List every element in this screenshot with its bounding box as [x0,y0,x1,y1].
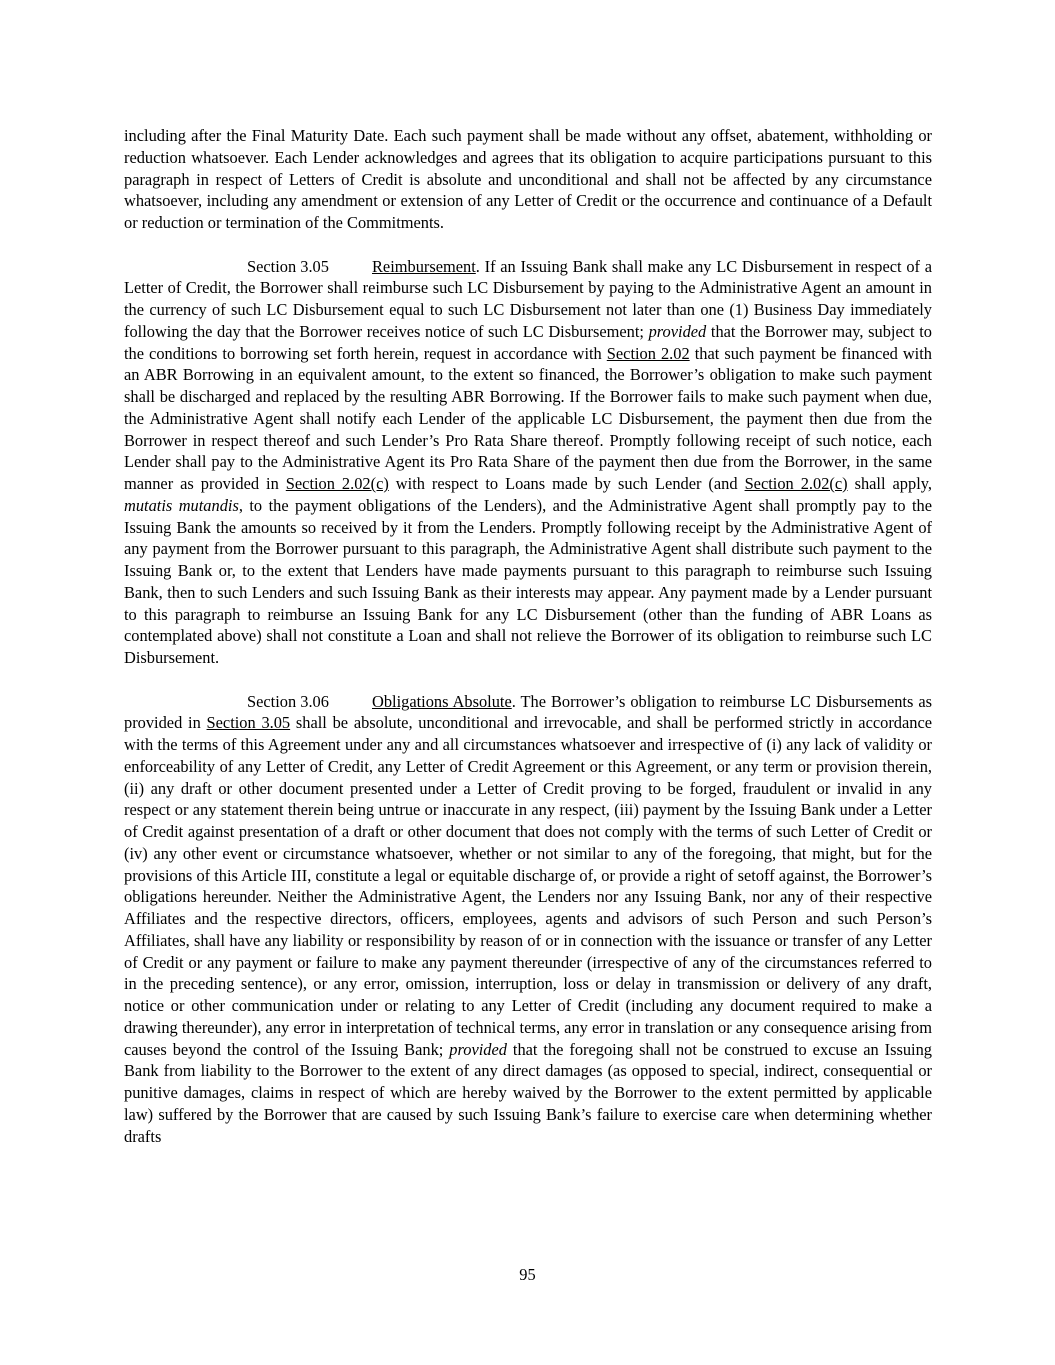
section-3-06-number: Section 3.06 [247,691,329,711]
section-3-06-provided: provided [449,1039,507,1059]
section-3-05-text-2: that the Borrower may, subject to the conditions to borrowing set forth herein, request in accordance with [124,321,932,363]
section-3-05-reference: Section 3.05 [206,713,291,733]
document-page [124,125,932,1169]
section-2-02c-reference: Section 2.02(c) [744,474,848,493]
section-3-06-text-1: . The Borrower’s obligation to reimburse LC Disbursements as provided in [124,691,932,733]
section-3-05-text-6: , to the payment obligations of the Lenders), and the Administrative Agent shall promptly pay to the Issuing Bank the amounts so received by it from the Lenders. Promptly following receipt by the Administrative Agent of any payment from the Borrower pursuant to this paragraph, the Administrative Agent shall distribute such payment to the Issuing Bank or, to the extent that Lenders have made payments pursuant to this paragraph to reimburse such Issuing Bank, then to such Lenders and such Issuing Bank as their interests may appear. Any payment made by a Lender pursuant to this paragraph to reimburse an Issuing Bank for any LC Disbursement (other than the funding of ABR Loans as contemplated above) shall not constitute a Loan and shall not relieve the Borrower of its obligation to reimburse such LC Disbursement. [124,495,932,667]
page-number: 95 [519,1265,536,1284]
continuation-paragraph: including after the Final Maturity Date. Each such payment shall be made without any offset, abatement, withholding or reduction whatsoever. Each Lender acknowledges and agrees that its obligation to acquire participations pursuant to this paragraph in respect of Letters of Credit is absolute and unconditional and shall not be affected by any circumstance whatsoever, including any amendment or extension of any Letter of Credit or the occurrence and continuance of a Default or reduction or termination of the Commitments. [124,126,932,232]
section-2-02-reference: Section 2.02 [606,343,690,363]
section-3-05-text-4: with respect to Loans made by such Lender (and [388,474,745,493]
section-2-02c-reference: Section 2.02(c) [285,474,389,493]
mutatis-mutandis: mutatis mutandis [124,495,239,515]
section-3-05-provided: provided [648,321,707,341]
section-3-06-text-3: that the foregoing shall not be construed to excuse an Issuing Bank from liability to the Borrower to the extent of any direct damages (as opposed to special, indirect, consequential or punitive damages, claims in respect of which are hereby waived by the Borrower to the extent permitted by applicable law) suffered by the Borrower that are caused by such Issuing Bank’s failure to exercise care when determining whether drafts [124,1039,932,1146]
section-3-05-number: Section 3.05 [247,256,329,276]
section-3-05-text-5: shall apply, [847,474,932,493]
section-3-05-text-1: . If an Issuing Bank shall make any LC Disbursement in respect of a Letter of Credit, the Borrower shall reimburse such LC Disbursement by paying to the Administrative Agent an amount in the currency of such LC Disbursement equal to such LC Disbursement not later than one (1) Business Day immediately following the day that the Borrower receives notice of such LC Disbursement; [124,256,932,341]
section-3-05-text-3: that such payment be financed with an ABR Borrowing in an equivalent amount, to the extent so financed, the Borrower’s obligation to make such payment shall be discharged and replaced by the resulting ABR Borrowing. If the Borrower fails to make such payment when due, the Administrative Agent shall notify each Lender of the applicable LC Disbursement, the payment then due from the Borrower in respect thereof and such Lender’s Pro Rata Share thereof. Promptly following receipt of such notice, each Lender shall pay to the Administrative Agent its Pro Rata Share of the payment then due from the Borrower, in the same manner as provided in [124,343,932,493]
section-3-06-title: Obligations Absolute [372,691,512,711]
section-3-06-paragraph [124,691,932,1148]
section-3-06-text-2: shall be absolute, unconditional and irrevocable, and shall be performed strictly in accordance with the terms of this Agreement under any and all circumstances whatsoever and irrespective of (i) any lack of validity or enforceability of any Letter of Credit, any Letter of Credit Agreement or this Agreement, or any term or provision therein, (ii) any draft or other document presented under a Letter of Credit proving to be forged, fraudulent or invalid in any respect or any statement therein being untrue or inaccurate in any respect, (iii) payment by the Issuing Bank under a Letter of Credit against presentation of a draft or other document that does not comply with the terms of such Letter of Credit or (iv) any other event or circumstance whatsoever, whether or not similar to any of the foregoing, that might, but for the provisions of this Article III, constitute a legal or equitable discharge of, or provide a right of setoff against, the Borrower’s obligations hereunder. Neither the Administrative Agent, the Lenders nor any Issuing Bank, nor any of their respective Affiliates and the respective directors, officers, employees, agents and advisors of such Person and such Person’s Affiliates, shall have any liability or responsibility by reason of or in connection with the issuance or transfer of any Letter of Credit or any payment or failure to make any payment thereunder (irrespective of any of the circumstances referred to in the preceding sentence), or any error, omission, interruption, loss or delay in transmission or delivery of any draft, notice or other communication under or relating to any Letter of Credit (including any document required to make a drawing thereunder), any error in interpretation of technical terms, any error in translation or any consequence arising from causes beyond the control of the Issuing Bank; [124,713,932,1059]
section-3-05-paragraph [124,256,932,669]
section-3-05-title: Reimbursement [372,256,476,276]
